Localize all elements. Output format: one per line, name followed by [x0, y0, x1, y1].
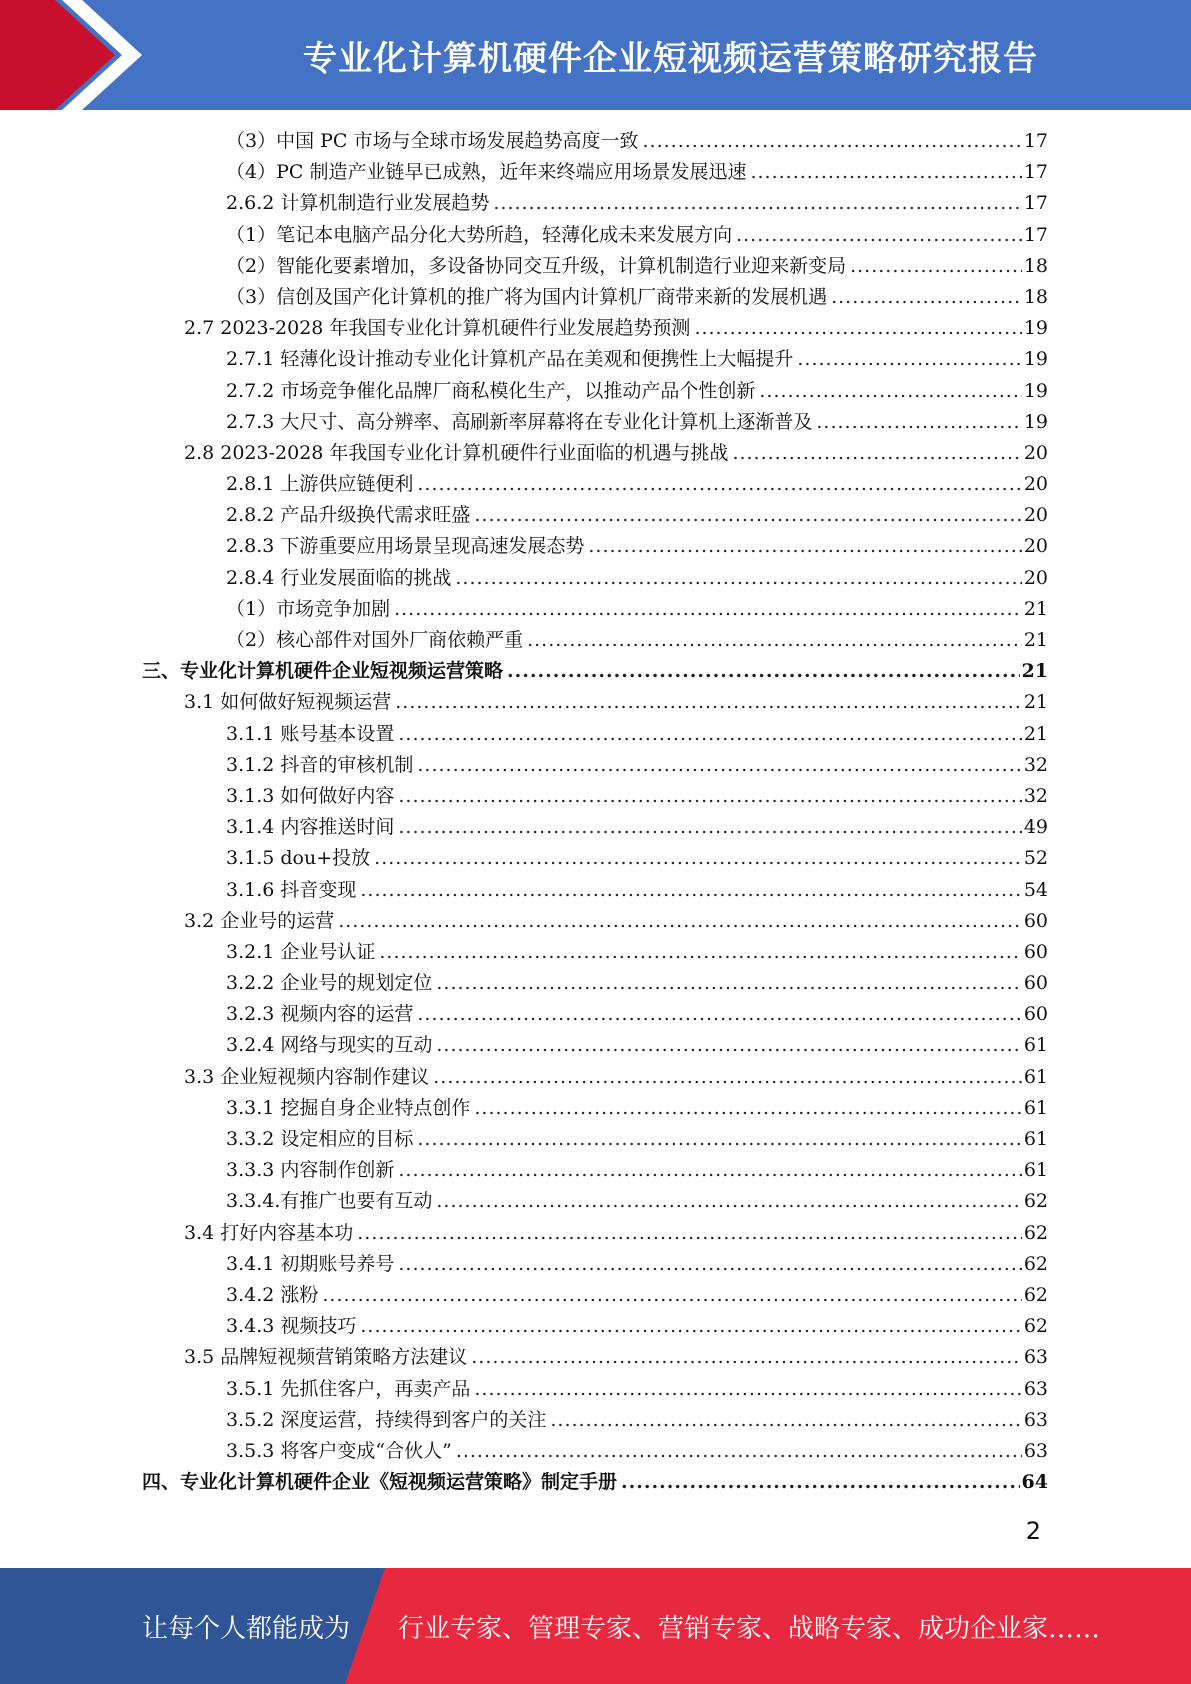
toc-entry-page: 18	[1023, 254, 1048, 277]
toc-dot-leader	[322, 1280, 1021, 1311]
toc-entry-title: 2.8.3 下游重要应用场景呈现高速发展态势	[226, 535, 585, 558]
toc-entry-page: 18	[1023, 285, 1048, 308]
toc-entry-title: 3.5 品牌短视频营销策略方法建议	[184, 1346, 468, 1369]
toc-entry-title: （3）信创及国产化计算机的推广将为国内计算机厂商带来新的发展机遇	[226, 285, 828, 308]
toc-entry[interactable]	[142, 1030, 1048, 1061]
toc-dot-leader	[398, 1249, 1021, 1280]
toc-entry-page: 63	[1023, 1377, 1048, 1400]
toc-entry[interactable]	[142, 999, 1048, 1030]
toc-entry-title: 2.8.4 行业发展面临的挑战	[226, 566, 452, 589]
toc-entry[interactable]	[142, 1186, 1048, 1217]
toc-entry-page: 20	[1023, 473, 1048, 496]
toc-entry-title: 3.2.4 网络与现实的互动	[226, 1034, 433, 1057]
toc-dot-leader	[417, 469, 1021, 500]
page-footer	[0, 1568, 1191, 1684]
toc-dot-leader	[395, 687, 1022, 718]
toc-entry-title: 四、专业化计算机硬件企业《短视频运营策略》制定手册	[142, 1471, 618, 1494]
toc-dot-leader	[398, 781, 1021, 812]
toc-entry-title: 3.1.3 如何做好内容	[226, 784, 395, 807]
toc-entry-title: （1）笔记本电脑产品分化大势所趋，轻薄化成未来发展方向	[226, 223, 733, 246]
toc-entry-title: 3.1.1 账号基本设置	[226, 722, 395, 745]
toc-entry[interactable]	[142, 1467, 1048, 1498]
toc-entry-title: 3.2.1 企业号认证	[226, 940, 376, 963]
toc-dot-leader	[588, 531, 1021, 562]
toc-entry-page: 21	[1023, 597, 1048, 620]
toc-dot-leader	[338, 906, 1022, 937]
toc-entry-page: 62	[1023, 1315, 1048, 1338]
toc-entry[interactable]	[142, 875, 1048, 906]
toc-entry-page: 49	[1023, 816, 1048, 839]
toc-dot-leader	[621, 1467, 1020, 1498]
toc-entry-page: 21	[1023, 722, 1048, 745]
toc-entry-page: 64	[1021, 1471, 1048, 1494]
toc-entry-title: （2）智能化要素增加，多设备协同交互升级，计算机制造行业迎来新变局	[226, 254, 847, 277]
toc-entry-title: 3.3.3 内容制作创新	[226, 1159, 395, 1182]
toc-dot-leader	[474, 1093, 1021, 1124]
toc-entry-page: 19	[1023, 348, 1048, 371]
toc-entry-page: 63	[1023, 1408, 1048, 1431]
toc-entry-page: 19	[1023, 410, 1048, 433]
toc-entry-page: 54	[1023, 878, 1048, 901]
toc-entry-page: 17	[1023, 130, 1048, 152]
toc-entry-page: 62	[1023, 1283, 1048, 1306]
toc-entry[interactable]	[142, 1280, 1048, 1311]
toc-entry[interactable]	[142, 750, 1048, 781]
toc-entry-title: 3.1.2 抖音的审核机制	[226, 753, 414, 776]
toc-dot-leader	[360, 1311, 1021, 1342]
toc-entry-title: 3.2.3 视频内容的运营	[226, 1003, 414, 1026]
toc-dot-leader	[417, 750, 1021, 781]
toc-entry[interactable]	[142, 344, 1048, 375]
toc-entry-title: 3.1.5 dou+投放	[226, 847, 371, 870]
chevron-arrow-icon	[0, 0, 160, 110]
toc-entry[interactable]	[142, 1124, 1048, 1155]
page-header	[0, 0, 1191, 110]
toc-entry[interactable]	[142, 563, 1048, 594]
toc-entry-title: 三、专业化计算机硬件企业短视频运营策略	[142, 660, 504, 683]
toc-dot-leader	[643, 126, 1022, 157]
toc-entry-title: 2.7.1 轻薄化设计推动专业化计算机产品在美观和便携性上大幅提升	[226, 348, 794, 371]
toc-entry[interactable]	[142, 719, 1048, 750]
toc-entry[interactable]	[142, 469, 1048, 500]
toc-entry-title: 3.3.4.有推广也要有互动	[226, 1190, 433, 1213]
toc-entry[interactable]	[142, 1342, 1048, 1373]
toc-entry-page: 52	[1023, 847, 1048, 870]
toc-dot-leader	[750, 157, 1021, 188]
toc-entry[interactable]	[142, 968, 1048, 999]
toc-dot-leader	[550, 1405, 1021, 1436]
toc-dot-leader	[759, 376, 1021, 407]
toc-dot-leader	[493, 188, 1021, 219]
toc-entry-title: 3.5.1 先抓住客户，再卖产品	[226, 1377, 471, 1400]
toc-dot-leader	[374, 843, 1022, 874]
toc-entry-page: 32	[1023, 753, 1048, 776]
toc-entry[interactable]	[142, 1405, 1048, 1436]
toc-entry-page: 60	[1023, 940, 1048, 963]
toc-entry-title: 3.4 打好内容基本功	[184, 1221, 354, 1244]
toc-entry[interactable]	[142, 843, 1048, 874]
toc-entry-page: 17	[1023, 192, 1048, 215]
toc-entry-page: 21	[1021, 660, 1048, 683]
toc-dot-leader	[360, 875, 1021, 906]
toc-entry[interactable]	[142, 1311, 1048, 1342]
toc-entry-page: 62	[1023, 1190, 1048, 1213]
toc-entry[interactable]	[142, 781, 1048, 812]
table-of-contents	[142, 126, 1048, 1498]
toc-entry-title: 3.5.3 将客户变成“合伙人”	[226, 1439, 452, 1462]
toc-dot-leader	[398, 719, 1021, 750]
toc-entry[interactable]	[142, 188, 1048, 219]
toc-dot-leader	[736, 220, 1022, 251]
footer-slogan-left: 让每个人都能成为	[142, 1613, 351, 1644]
toc-entry-title: 3.2 企业号的运营	[184, 909, 335, 932]
toc-entry-page: 20	[1023, 441, 1048, 464]
toc-dot-leader	[436, 968, 1021, 999]
toc-dot-leader	[456, 1436, 1022, 1467]
toc-entry-title: （3）中国 PC 市场与全球市场发展趋势高度一致	[226, 130, 639, 152]
toc-entry-page: 61	[1023, 1096, 1048, 1119]
toc-entry[interactable]	[142, 1436, 1048, 1467]
toc-entry[interactable]	[142, 1155, 1048, 1186]
toc-entry-title: 3.3.1 挖掘自身企业特点创作	[226, 1096, 471, 1119]
toc-entry-page: 20	[1023, 504, 1048, 527]
toc-dot-leader	[417, 1124, 1021, 1155]
toc-entry[interactable]	[142, 531, 1048, 562]
toc-entry-title: 3.5.2 深度运营，持续得到客户的关注	[226, 1408, 547, 1431]
toc-entry[interactable]	[142, 376, 1048, 407]
toc-entry-page: 60	[1023, 1003, 1048, 1026]
toc-entry-title: （2）核心部件对国外厂商依赖严重	[226, 629, 524, 651]
toc-entry[interactable]	[142, 313, 1048, 344]
toc-dot-leader	[831, 282, 1022, 313]
toc-entry-title: 2.8.1 上游供应链便利	[226, 473, 414, 496]
toc-entry-page: 61	[1023, 1159, 1048, 1182]
toc-dot-leader	[694, 313, 1021, 344]
footer-slogan-right: 行业专家、管理专家、营销专家、战略专家、成功企业家……	[398, 1613, 1101, 1644]
toc-entry[interactable]	[142, 282, 1048, 313]
toc-dot-leader	[398, 1155, 1021, 1186]
toc-dot-leader	[471, 1342, 1022, 1373]
toc-entry[interactable]	[142, 1093, 1048, 1124]
toc-dot-leader	[433, 1062, 1022, 1093]
toc-entry-page: 20	[1023, 566, 1048, 589]
toc-dot-leader	[850, 251, 1022, 282]
toc-entry-page: 62	[1023, 1252, 1048, 1275]
toc-entry-title: （4）PC 制造产业链早已成熟，近年来终端应用场景发展迅速	[226, 161, 747, 184]
toc-entry-page: 32	[1023, 784, 1048, 807]
toc-entry[interactable]	[142, 500, 1048, 531]
toc-entry[interactable]	[142, 1249, 1048, 1280]
toc-entry-page: 60	[1023, 972, 1048, 995]
toc-dot-leader	[507, 656, 1020, 687]
toc-entry-page: 61	[1023, 1034, 1048, 1057]
toc-entry-page: 20	[1023, 535, 1048, 558]
report-title: 专业化计算机硬件企业短视频运营策略研究报告	[303, 38, 1038, 79]
toc-dot-leader	[357, 1218, 1022, 1249]
page-number: 2	[1025, 1517, 1041, 1545]
toc-entry-title: 2.8 2023-2028 年我国专业化计算机硬件行业面临的机遇与挑战	[184, 441, 729, 464]
toc-entry-title: 3.1.6 抖音变现	[226, 878, 357, 901]
toc-entry-page: 60	[1023, 909, 1048, 932]
toc-entry-title: 3.2.2 企业号的规划定位	[226, 972, 433, 995]
toc-entry-page: 63	[1023, 1346, 1048, 1369]
toc-entry[interactable]	[142, 251, 1048, 282]
toc-entry-title: 3.3 企业短视频内容制作建议	[184, 1065, 430, 1088]
toc-dot-leader	[417, 999, 1021, 1030]
toc-entry[interactable]	[142, 220, 1048, 251]
toc-entry-title: （1）市场竞争加剧	[226, 597, 391, 620]
toc-entry-title: 3.1 如何做好短视频运营	[184, 691, 392, 714]
toc-entry-page: 61	[1023, 1065, 1048, 1088]
toc-dot-leader	[398, 812, 1021, 843]
toc-entry-title: 3.3.2 设定相应的目标	[226, 1128, 414, 1150]
toc-entry[interactable]	[142, 625, 1048, 656]
toc-entry-title: 3.4.2 涨粉	[226, 1283, 319, 1306]
toc-entry-title: 2.8.2 产品升级换代需求旺盛	[226, 504, 471, 527]
toc-entry-title: 2.7.3 大尺寸、高分辨率、高刷新率屏幕将在专业化计算机上逐渐普及	[226, 410, 813, 433]
toc-entry[interactable]	[142, 812, 1048, 843]
toc-entry[interactable]	[142, 1218, 1048, 1249]
toc-entry[interactable]	[142, 438, 1048, 469]
toc-entry[interactable]	[142, 906, 1048, 937]
toc-entry-page: 21	[1023, 691, 1048, 714]
toc-entry-page: 63	[1023, 1439, 1048, 1462]
toc-entry-page: 62	[1023, 1221, 1048, 1244]
toc-entry-title: 3.4.3 视频技巧	[226, 1315, 357, 1338]
toc-entry-page: 17	[1023, 223, 1048, 246]
toc-entry-title: 3.1.4 内容推送时间	[226, 816, 395, 839]
toc-entry[interactable]	[142, 656, 1048, 687]
toc-dot-leader	[394, 594, 1022, 625]
toc-entry[interactable]	[142, 1374, 1048, 1405]
toc-dot-leader	[474, 500, 1021, 531]
toc-dot-leader	[379, 937, 1021, 968]
toc-entry[interactable]	[142, 594, 1048, 625]
toc-dot-leader	[816, 407, 1021, 438]
toc-entry[interactable]	[142, 1062, 1048, 1093]
toc-entry-page: 21	[1023, 629, 1048, 651]
toc-entry-title: 2.6.2 计算机制造行业发展趋势	[226, 192, 490, 215]
toc-dot-leader	[732, 438, 1021, 469]
toc-dot-leader	[474, 1374, 1021, 1405]
toc-entry[interactable]	[142, 157, 1048, 188]
toc-dot-leader	[436, 1186, 1021, 1217]
toc-dot-leader	[455, 563, 1021, 594]
toc-entry[interactable]	[142, 937, 1048, 968]
toc-entry[interactable]	[142, 407, 1048, 438]
toc-dot-leader	[797, 344, 1021, 375]
toc-entry[interactable]	[142, 126, 1048, 157]
toc-entry-page: 61	[1023, 1128, 1048, 1150]
toc-entry-title: 2.7 2023-2028 年我国专业化计算机硬件行业发展趋势预测	[184, 317, 691, 340]
toc-entry-page: 17	[1023, 161, 1048, 184]
toc-entry-page: 19	[1023, 379, 1048, 402]
toc-entry-title: 3.4.1 初期账号养号	[226, 1252, 395, 1275]
toc-entry-title: 2.7.2 市场竞争催化品牌厂商私模化生产，以推动产品个性创新	[226, 379, 756, 402]
toc-entry-page: 19	[1023, 317, 1048, 340]
toc-entry[interactable]	[142, 687, 1048, 718]
toc-dot-leader	[436, 1030, 1021, 1061]
toc-dot-leader	[527, 625, 1022, 656]
